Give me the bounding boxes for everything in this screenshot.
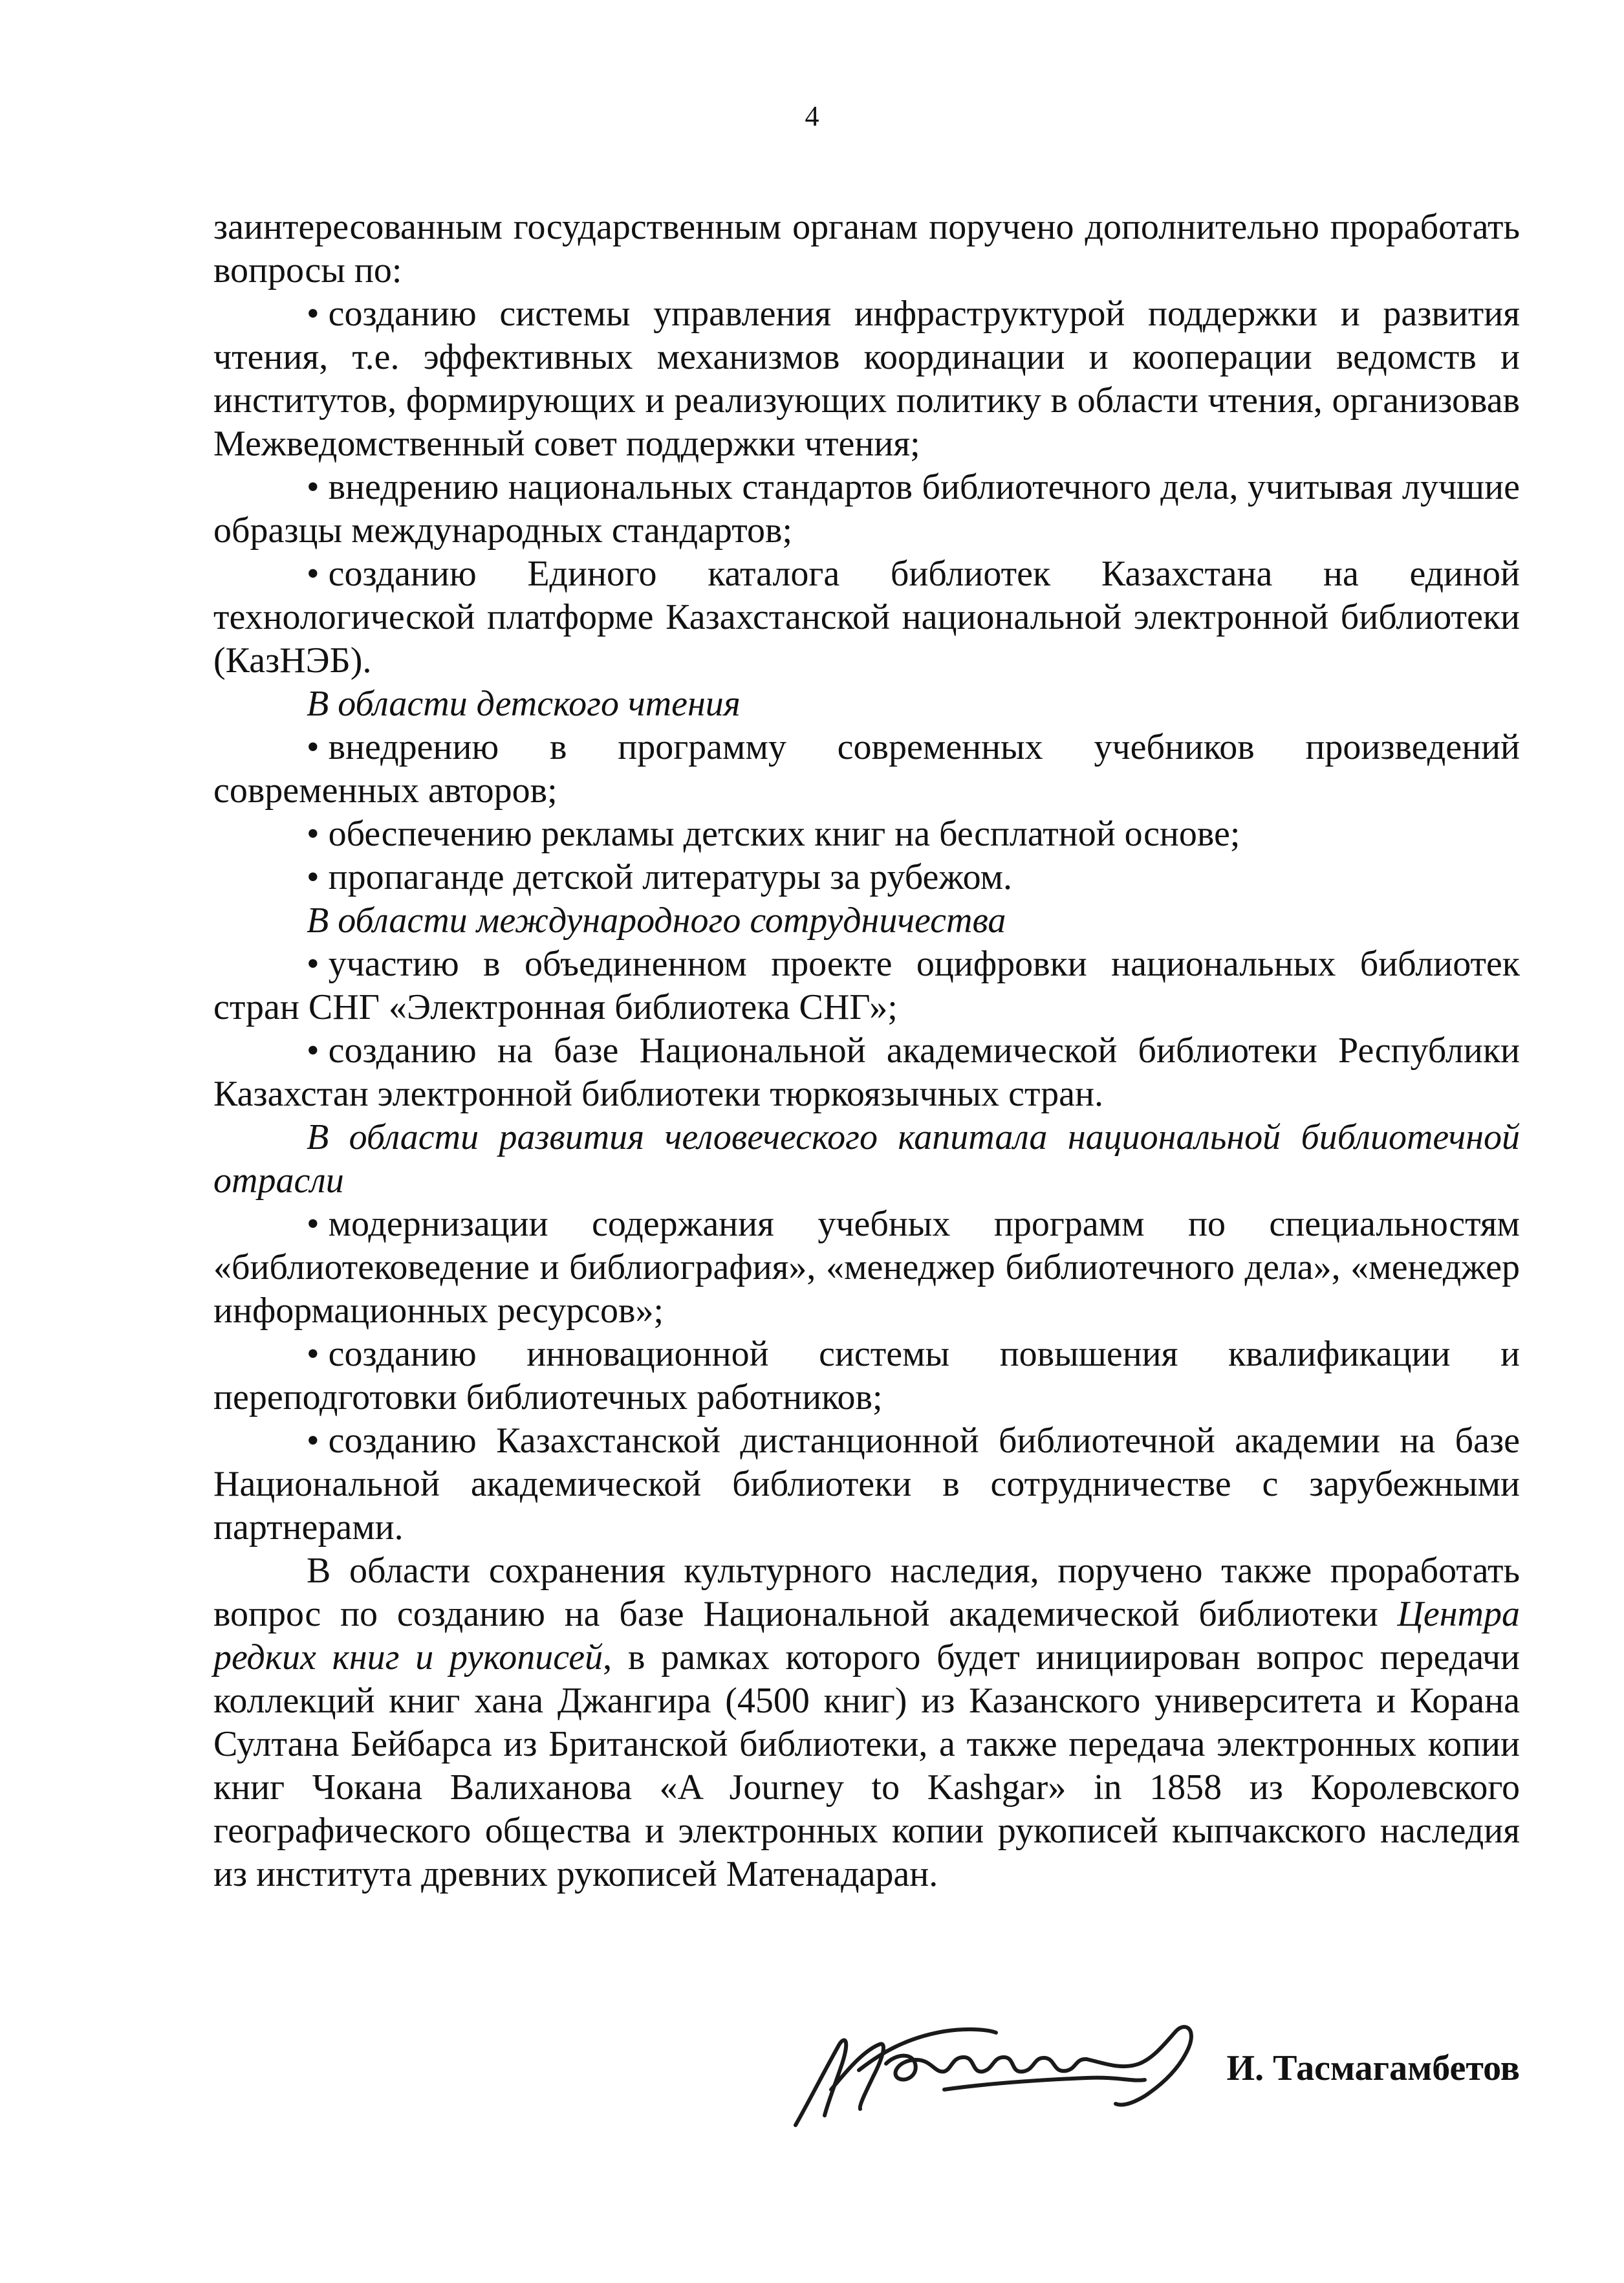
- bullet-icon: •: [307, 1334, 319, 1374]
- list-item: [213, 1333, 1520, 1419]
- list-item: [213, 466, 1520, 552]
- bullet-icon: •: [307, 944, 319, 984]
- list-item-text: создaнию системы управления инфраструктурой поддержки и развития чтения, т.е. эффективных механизмов координации и кооперации ведомств и институтов, формирующих и реализующих политику в области чтения, организовав Межведомственный совет поддержки чтения;: [213, 294, 1520, 464]
- list-item: [213, 1419, 1520, 1549]
- list-item-text: созданию инновационной системы повышения квалификации и переподготовки библиотечных работников;: [213, 1334, 1520, 1417]
- list-item-text: созданию на базе Национальной академической библиотеки Республики Казахстан электронной библиотеки тюркоязычных стран.: [213, 1031, 1520, 1114]
- signature-block: [783, 1993, 1520, 2135]
- heritage-paragraph: [213, 1549, 1520, 1896]
- section-heading-children: В области детского чтения: [307, 684, 741, 724]
- list-item-text: обеспечению рекламы детских книг на бесплатной основе;: [328, 814, 1240, 854]
- list-item-text: внедрению национальных стандартов библиотечного дела, учитывая лучшие образцы международных стандартов;: [213, 467, 1520, 551]
- list-item: [213, 1203, 1520, 1333]
- bullet-icon: •: [307, 467, 319, 507]
- intro-paragraph: заинтересованным государственным органам поручено дополнительно проработать вопросы по:: [213, 207, 1520, 290]
- bullet-icon: •: [307, 294, 319, 334]
- heritage-text-after: , в рамках которого будет инициирован вопрос передачи коллекций книг хана Джангира (4500 книг) из Казанского университета и Корана Султана Бейбарса из Британской библиотеки, а также передача электронных копии книг Чокана Валиханова «A Journey to Kashgar» in 1858 из Королевского географического общества и электронных копии рукописей кыпчакского наследия из института древних рукописей Матенадаран.: [213, 1637, 1520, 1894]
- page-number: 4: [805, 100, 819, 132]
- list-item-text: модернизации содержания учебных программ по специальностям «библиотековедение и библиография», «менеджер библиотечного дела», «менеджер информационных ресурсов»;: [213, 1204, 1520, 1331]
- list-item: [213, 856, 1520, 899]
- list-item: [213, 292, 1520, 466]
- bullet-icon: •: [307, 1031, 319, 1071]
- list-item-text: созданию Казахстанской дистанционной библиотечной академии на базе Национальной академической библиотеки в сотрудничестве с зарубежными партнерами.: [213, 1421, 1520, 1547]
- list-item: [213, 813, 1520, 856]
- bullet-icon: •: [307, 1204, 319, 1244]
- bullet-icon: •: [307, 1421, 319, 1461]
- handwritten-signature: [783, 1993, 1235, 2135]
- heritage-text-before: В области сохранения культурного наследия, поручено также проработать вопрос по созданию на базе Национальной академической библиотеки: [213, 1551, 1520, 1634]
- bullet-icon: •: [307, 727, 319, 767]
- list-item: [213, 726, 1520, 813]
- bullet-icon: •: [307, 554, 319, 594]
- signer-name: И. Тасмагамбетов: [1226, 2048, 1520, 2088]
- bullet-icon: •: [307, 857, 319, 897]
- heritage-center-name: Центра редких книг и рукописей: [213, 1594, 1520, 1677]
- list-item: [213, 552, 1520, 683]
- list-item-text: созданию Единого каталога библиотек Казахстана на единой технологической платформе Казахстанской национальной электронной библиотеки (КазНЭБ).: [213, 554, 1520, 681]
- list-item: [213, 1029, 1520, 1116]
- list-item-text: участию в объединенном проекте оцифровки национальных библиотек стран СНГ «Электронная библиотека СНГ»;: [213, 944, 1520, 1027]
- list-item: [213, 943, 1520, 1029]
- list-item-text: пропаганде детской литературы за рубежом.: [328, 857, 1013, 897]
- section-heading-international: В области международного сотрудничества: [307, 901, 1006, 941]
- document-body: [213, 206, 1520, 1896]
- list-item-text: внедрению в программу современных учебников произведений современных авторов;: [213, 727, 1520, 811]
- bullet-icon: •: [307, 814, 319, 854]
- section-heading-capital: В области развития человеческого капитала национальной библиотечной отрасли: [213, 1117, 1520, 1201]
